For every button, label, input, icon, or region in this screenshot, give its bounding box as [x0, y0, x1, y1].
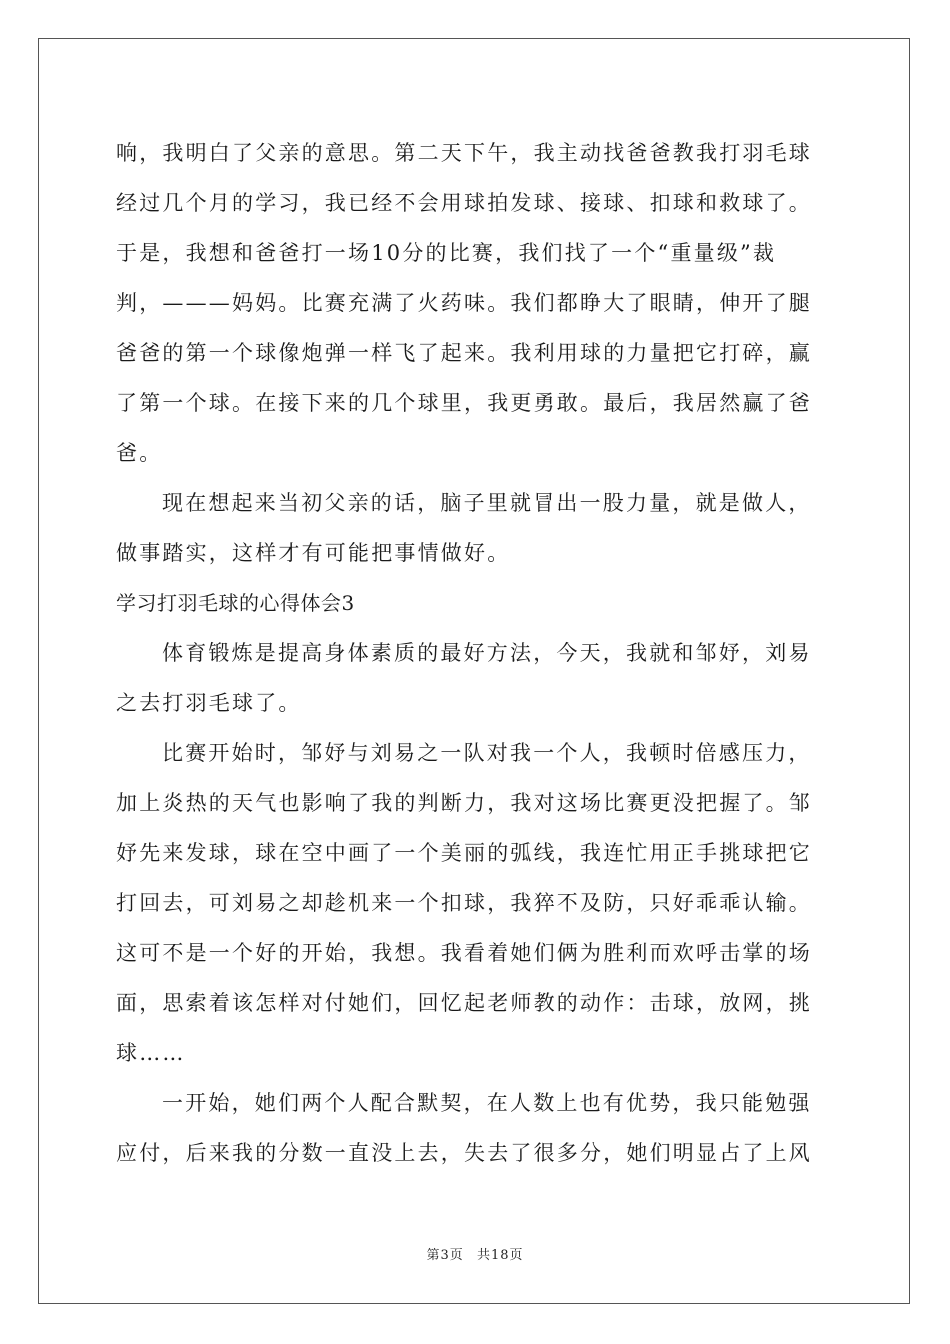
text-line: 于是，我想和爸爸打一场10分的比赛，我们找了一个“重量级”裁 — [116, 241, 777, 265]
text-line: 现在想起来当初父亲的话，脑子里就冒出一股力量，就是做人， — [162, 491, 812, 515]
text-line: 判，———妈妈。比赛充满了火药味。我们都睁大了眼睛，伸开了腿 — [116, 291, 812, 315]
text-line: 加上炎热的天气也影响了我的判断力，我对这场比赛更没把握了。邹 — [116, 791, 812, 815]
section-heading: 学习打羽毛球的心得体会3 — [116, 591, 355, 615]
text-line: 应付，后来我的分数一直没上去，失去了很多分，她们明显占了上风 — [116, 1141, 812, 1165]
text-line: 比赛开始时，邹妤与刘易之一队对我一个人，我顿时倍感压力， — [162, 741, 812, 765]
text-line: 了第一个球。在接下来的几个球里，我更勇敢。最后，我居然赢了爸 — [116, 391, 812, 415]
text-line: 一开始，她们两个人配合默契，在人数上也有优势，我只能勉强 — [162, 1091, 812, 1115]
text-line: 打回去，可刘易之却趁机来一个扣球，我猝不及防，只好乖乖认输。 — [116, 891, 812, 915]
page-total: 共18页 — [476, 1248, 524, 1263]
text-line: 之去打羽毛球了。 — [116, 691, 302, 715]
text-line: 爸爸的第一个球像炮弹一样飞了起来。我利用球的力量把它打碎，赢 — [116, 341, 812, 365]
document-body — [116, 128, 836, 1178]
text-line: 经过几个月的学习，我已经不会用球拍发球、接球、扣球和救球了。 — [116, 191, 812, 215]
text-line: 这可不是一个好的开始，我想。我看着她们俩为胜利而欢呼击掌的场 — [116, 941, 812, 965]
text-line: 爸。 — [116, 441, 163, 465]
page-footer — [0, 1244, 950, 1263]
text-line: 做事踏实，这样才有可能把事情做好。 — [116, 541, 511, 565]
text-line: 体育锻炼是提高身体素质的最好方法，今天，我就和邹妤，刘易 — [162, 641, 812, 665]
page-number: 第3页 — [426, 1248, 464, 1263]
text-line: 球…… — [116, 1041, 186, 1065]
text-line: 妤先来发球，球在空中画了一个美丽的弧线，我连忙用正手挑球把它 — [116, 841, 812, 865]
text-line: 面，思索着该怎样对付她们，回忆起老师教的动作：击球，放网，挑 — [116, 991, 812, 1015]
text-line: 响，我明白了父亲的意思。第二天下午，我主动找爸爸教我打羽毛球 — [116, 141, 812, 165]
